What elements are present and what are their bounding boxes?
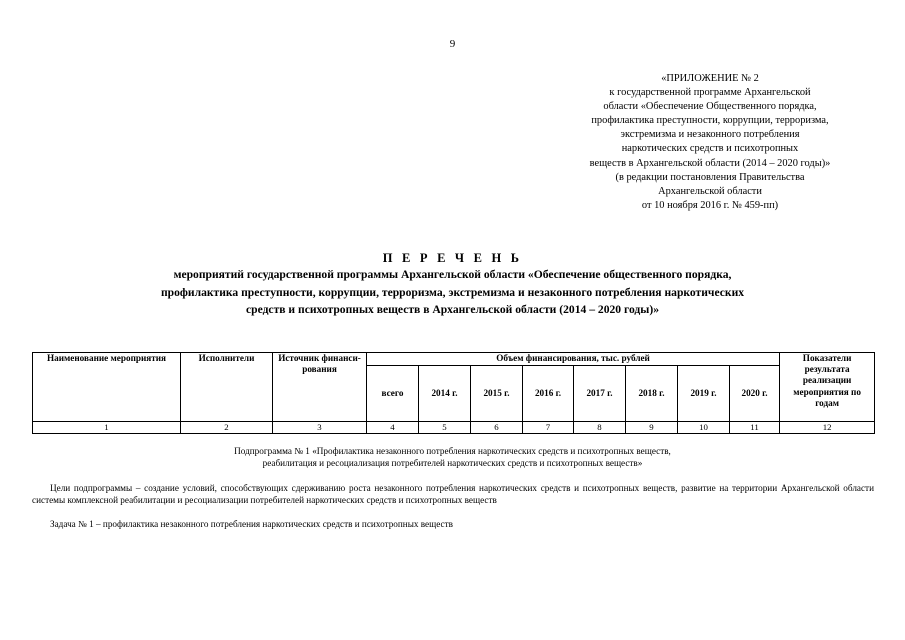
appendix-line: от 10 ноября 2016 г. № 459-пп) [641,199,779,211]
subprogram-title [40,445,865,469]
appendix-line: профилактика преступности, коррупции, терроризма, [591,115,829,127]
subprogram-title-line: реабилитация и ресоциализация потребителей наркотических средств и психотропных веществ» [262,458,643,469]
funding-table [32,352,875,434]
header-year: 2020 г. [730,366,780,422]
appendix-line: «ПРИЛОЖЕНИЕ № 2 [661,73,759,84]
column-number: 5 [419,422,471,434]
header-funding-volume: Объем финансирования, тыс. рублей [367,353,780,366]
document-subtitle-line: профилактика преступности, коррупции, терроризма, экстремизма и незаконного потребления наркотических [160,285,745,299]
header-year: 2014 г. [419,366,471,422]
header-funding-source: Источник финанси-рования [273,353,367,422]
column-number: 6 [471,422,523,434]
header-executors: Исполнители [181,353,273,422]
appendix-line: Архангельской области [658,185,762,197]
column-number: 1 [33,422,181,434]
appendix-line: (в редакции постановления Правительства [615,171,805,183]
appendix-line: экстремизма и незаконного потребления [620,129,800,141]
column-number: 11 [730,422,780,434]
appendix-line: к государственной программе Архангельской [609,87,811,99]
document-subtitle-line: мероприятий государственной программы Архангельской области «Обеспечение общественного порядка, [173,268,732,281]
page-number: 9 [449,38,456,50]
table-header-row [33,353,875,366]
document-title-block [40,250,865,319]
header-year: 2016 г. [523,366,574,422]
column-number: 12 [780,422,875,434]
header-year: 2019 г. [678,366,730,422]
document-subtitle-line: средств и психотропных веществ в Архангельской области (2014 – 2020 годы)» [245,303,659,316]
column-number: 7 [523,422,574,434]
appendix-header [545,72,875,213]
column-number: 4 [367,422,419,434]
column-number: 8 [574,422,626,434]
header-year: 2015 г. [471,366,523,422]
header-total: всего [367,366,419,422]
appendix-line: веществ в Архангельской области (2014 – 2020 годы)» [589,157,831,169]
header-event-name: Наименование мероприятия [33,353,181,422]
document-title: П Е Р Е Ч Е Н Ь [382,251,523,265]
task-paragraph: Задача № 1 – профилактика незаконного потребления наркотических средств и психотропных веществ [50,519,453,529]
header-result-indicators: Показатели результата реализации мероприятия по годам [780,353,875,422]
appendix-line: области «Обеспечение Общественного порядка, [603,101,817,113]
appendix-line: наркотических средств и психотропных [621,143,799,155]
header-year: 2017 г. [574,366,626,422]
subprogram-title-line: Подпрограмма № 1 «Профилактика незаконного потребления наркотических средств и психотропных веществ, [234,446,671,456]
column-number-row [33,422,875,434]
column-number: 10 [678,422,730,434]
column-number: 9 [626,422,678,434]
subprogram-goals-paragraph: Цели подпрограммы – создание условий, способствующих сдерживанию роста незаконного потребления наркотических средств и психотропных веществ, развитие на территории Архангельской области системы комплексной реабилитации и ресоциализации потребителей наркотических средств и психотропных веществ [32,483,874,506]
column-number: 3 [273,422,367,434]
header-year: 2018 г. [626,366,678,422]
column-number: 2 [181,422,273,434]
